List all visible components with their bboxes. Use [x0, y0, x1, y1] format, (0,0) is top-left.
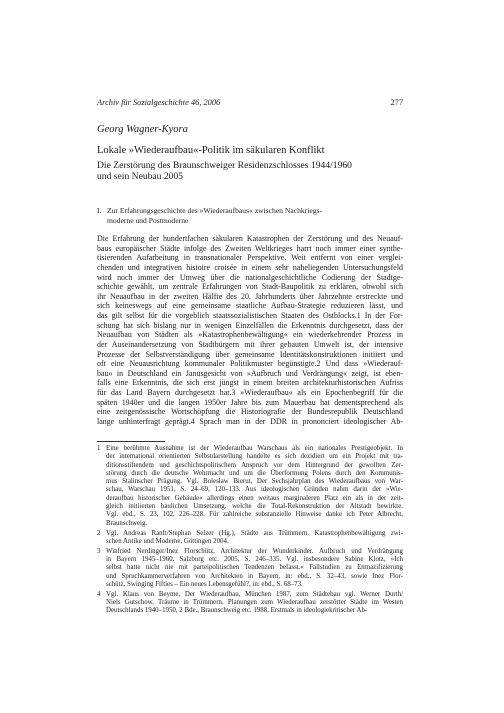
footnote-line: Eine berühmte Ausnahme ist der Wiederaufbau Warschaus als ein nationales Prestigeobjekt. In: [106, 445, 403, 452]
article-subtitle: [97, 160, 403, 183]
footnote-line: selbst hatte nicht nie mit parteipolitischen Tendenzen befasst.« Fallstudien zu Entnazifizierung: [106, 564, 403, 572]
footnote-line: Deutschlands 1940–1950, 2 Bde., Braunschweig etc. 1988. Erstmals in ideologiekritischer Ab-: [106, 607, 368, 615]
footnote-line: Vgl. Andreas Ranft/Stephan Selzer (Hg.), Städte aus Trümmern. Katastrophenbewältigung zwi-: [106, 529, 403, 537]
subtitle-line: Die Zerstörung des Braunschweiger Residenzschlosses 1944/1960: [97, 160, 352, 171]
footnote-line: der international orientierten Selbstdarstellung handelte es sich dezidiert um ein Projekt mit tra-: [106, 453, 403, 461]
footnote: [97, 591, 403, 616]
footnote-number: 1: [97, 445, 101, 452]
footnote: [97, 548, 403, 589]
article-author: Georg Wagner-Kyora: [97, 124, 188, 135]
footnote-number: 3: [97, 547, 101, 555]
footnote-line: Niels Gutschow, Träume in Trümmern. Planungen zum Wiederaufbau zerstörter Städte im Westen: [106, 599, 403, 607]
body-line: ihr Neuaufbau in der zweiten Hälfte des 20. Jahrhunderts über Jahrzehnte erstreckte und: [97, 291, 403, 301]
footnote-line: schen Antike und Moderne, Göttingen 2004.: [106, 537, 229, 545]
footnote-separator: [97, 441, 165, 442]
body-line: schichte gewählt, um zentrale Erfahrungen von Stadt-Baupolitik zu erklären, obwohl sich: [97, 282, 403, 292]
footnote-line: schau, Warschau 1951, S. 24–69, 120–133. Aus ideologischen Gründen nahm darin der »Wie-: [106, 486, 403, 494]
body-line: für das Land Bayern durchgesetzt hat.3 »Wiederaufbau« als ein Epochenbegriff für die: [97, 388, 403, 397]
body-line: lange unhinterfragt geprägt.4 Sprach man in der DDR in prononciert ideologischer Ab-: [97, 416, 403, 426]
footnote-line: deraufbau historischer Gebäude« allerdings einen weitaus marginaleren Platz ein als in der zeit-: [106, 494, 403, 502]
section-heading: [97, 206, 403, 225]
footnote-line: in Bayern 1945–1960, Salzburg etc. 2005, S. 246–335. Vgl. insbesondere Sabine Klotz, »Ich: [106, 556, 403, 564]
body-line: wird noch immer der Umweg über die nationalgeschichtliche Codierung der Stadtge-: [97, 272, 403, 282]
footnote-line: mus Stalinscher Prägung. Vgl. Bolesław Bierut, Der Sechsjahrplan des Wiederaufbaus von War-: [106, 478, 403, 486]
footnotes: [97, 445, 403, 617]
article-title: Lokale »Wiederaufbau«-Politik im säkularen Konflikt: [97, 145, 325, 156]
page-number: 277: [390, 98, 403, 107]
section-heading-line: moderne und Postmoderne: [107, 215, 189, 225]
footnote-line: gleich initiierten baulichen Umsetzung, welche die Total-Rekonstruktion der Altstadt bewirkte.: [106, 503, 403, 511]
body-line: Die Erfahrung der hundertfachen säkularen Katastrophen der Zerstörung und des Neuauf-: [97, 234, 403, 243]
body-line: baus europäischer Städte infolge des Zweiten Weltkrieges harrt noch immer einer synthe-: [97, 243, 403, 253]
footnote-line: Vgl. ebd., S. 23, 102, 226–228. Für zahlreiche substanzielle Hinweise danke ich Peter Albrecht,: [106, 511, 403, 519]
section-number: I.: [97, 206, 102, 215]
body-line: späten 1940er und die langen 1950er Jahre bis zum Mauerbau hat dementsprechend als: [97, 397, 403, 407]
footnote-line: und Spruchkammerverfahren von Architekten in Bayern, in: ebd., S. 32–43, sowie Inez Flor-: [106, 572, 403, 580]
body-line: Prozesse der Selbstverständigung über gemeinsame Identitätskonstruktionen initiiert und: [97, 349, 403, 359]
footnote-line: Winfried Nerdinger/Inez Florschütz, Architektur der Wunderkinder. Aufbruch und Verdrängung: [106, 547, 403, 555]
body-line: der Auseinandersetzung von Stadtbürgern mit ihrer gebauten Umwelt ist, der intensive: [97, 339, 403, 349]
footnote-line: Vgl. Klaus von Beyme, Der Wiederaufbau, München 1987, zum Städtebau vgl. Werner Durth/: [106, 590, 403, 598]
footnote-number: 4: [97, 590, 101, 598]
body-text: [97, 234, 403, 427]
body-line: das gilt selbst für die vorgeblich staatssozialistischen Staaten des Ostblocks.1 In der For-: [97, 311, 403, 320]
footnote-line: störung durch die deutsche Wehrmacht und um die Überformung Polens durch den Kommunis-: [106, 469, 403, 477]
body-line: Neuaufbau von Städten als »Katastrophenbewältigung« ein wiederkehrender Prozess in: [97, 330, 403, 340]
body-line: oft eine Neuausrichtung kommunaler Politikmuster begünstigte.2 Und dass »Wiederauf-: [97, 359, 403, 369]
body-line: tisierenden Aufarbeitung in transnationaler Perspektive. Weit entfernt von einer verglei-: [97, 253, 403, 263]
subtitle-line: und sein Neubau 2005: [97, 171, 184, 183]
body-line: schung hat sich bislang nur in wenigen Einzelfällen die Erkenntnis durchgesetzt, dass der: [97, 320, 403, 330]
section-heading-line: Zur Erfahrungsgeschichte des »Wiederaufbaus« zwischen Nachkriegs-: [107, 206, 322, 215]
footnote-line: schütz, Swinging Fifties – Ein neues Lebensgefühl?, in: ebd., S. 68–73.: [106, 580, 303, 588]
journal-citation: Archiv für Sozialgeschichte 46, 2006: [97, 98, 221, 107]
body-line: chenden und integrativen histoire croisée in einem sehr naheliegenden Untersuchungsfeld: [97, 262, 403, 272]
footnote: [97, 445, 403, 528]
running-header: [97, 98, 403, 108]
body-line: sich keineswegs auf eine gemeinsame staatliche Aufbau-Strategie reduzieren lässt, und: [97, 301, 403, 311]
body-line: eine zeitgenössische Wortschöpfung die Historiografie der Bundesrepublik Deutschland: [97, 407, 403, 417]
body-line: falls eine Erkenntnis, die sich erst jüngst in einem breiten architekturhistorischen Aufriss: [97, 378, 403, 388]
footnote-number: 2: [97, 529, 101, 537]
body-line: bau« in Deutschland ein Janusgesicht von »Aufbruch und Verdrängung« zeigt, ist eben-: [97, 368, 403, 378]
footnote-line: ditionsstiftendem und geschichtspolitischem Anspruch vor dem Hintergrund der gewollten Zer-: [106, 461, 403, 469]
footnote-line: Braunschweig.: [106, 519, 148, 527]
footnote: [97, 530, 403, 547]
